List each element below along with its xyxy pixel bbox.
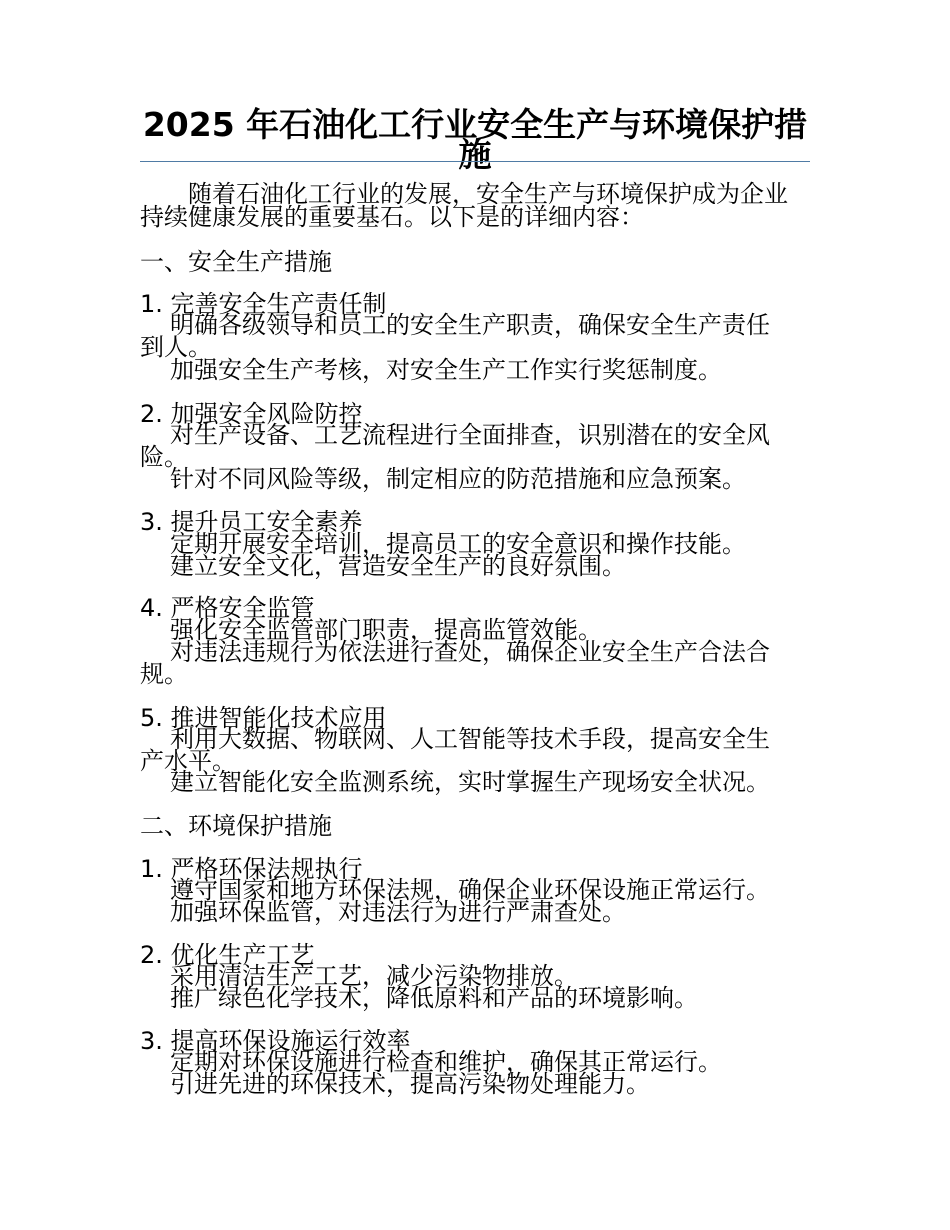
env-item-line: 引进先进的环保技术，提高污染物处理能力。 (170, 1070, 650, 1098)
safety-item-line: 加强安全生产考核，对安全生产工作实行奖惩制度。 (170, 356, 722, 384)
safety-item-line: 明确各级领导和员工的安全生产职责，确保安全生产责任 (170, 311, 770, 339)
safety-item-line: 对生产设备、工艺流程进行全面排查，识别潜在的安全风 (170, 421, 770, 449)
safety-item-title: 2. 加强安全风险防控 (140, 400, 363, 428)
intro-line-2: 持续健康发展的重要基石。以下是的详细内容： (140, 203, 644, 231)
safety-item-title: 3. 提升员工安全素养 (140, 508, 363, 536)
safety-item-title: 5. 推进智能化技术应用 (140, 704, 387, 732)
safety-item-line: 利用大数据、物联网、人工智能等技术手段，提高安全生 (170, 725, 770, 753)
section-heading-environment: 二、环境保护措施 (140, 812, 332, 840)
safety-item-line: 产水平。 (140, 747, 236, 775)
safety-item-line: 定期开展安全培训，提高员工的安全意识和操作技能。 (170, 530, 746, 558)
section-heading-safety: 一、安全生产措施 (140, 248, 332, 276)
safety-item-line: 到人。 (140, 333, 212, 361)
document-title: 2025 年石油化工行业安全生产与环境保护措施 (142, 105, 808, 174)
safety-item-line: 规。 (140, 660, 188, 688)
safety-item-line: 建立智能化安全监测系统，实时掌握生产现场安全状况。 (170, 768, 770, 796)
safety-item-line: 针对不同风险等级，制定相应的防范措施和应急预案。 (170, 465, 746, 493)
safety-item-line: 建立安全文化，营造安全生产的良好氛围。 (170, 552, 626, 580)
env-item-title: 1. 严格环保法规执行 (140, 855, 363, 883)
safety-item-line: 强化安全监管部门职责，提高监管效能。 (170, 616, 602, 644)
safety-item-title: 4. 严格安全监管 (140, 594, 315, 622)
intro-line-1: 随着石油化工行业的发展，安全生产与环境保护成为企业 (188, 180, 788, 208)
safety-item-title: 1. 完善安全生产责任制 (140, 290, 387, 318)
env-item-title: 3. 提高环保设施运行效率 (140, 1027, 411, 1055)
env-item-line: 推广绿色化学技术，降低原料和产品的环境影响。 (170, 984, 698, 1012)
env-item-line: 加强环保监管，对违法行为进行严肃查处。 (170, 898, 626, 926)
safety-item-line: 对违法违规行为依法进行查处，确保企业安全生产合法合 (170, 638, 770, 666)
safety-item-line: 险。 (140, 443, 188, 471)
env-item-title: 2. 优化生产工艺 (140, 941, 315, 969)
env-item-line: 遵守国家和地方环保法规，确保企业环保设施正常运行。 (170, 876, 770, 904)
env-item-line: 定期对环保设施进行检查和维护，确保其正常运行。 (170, 1048, 722, 1076)
title-underline (140, 161, 810, 162)
env-item-line: 采用清洁生产工艺，减少污染物排放。 (170, 962, 578, 990)
